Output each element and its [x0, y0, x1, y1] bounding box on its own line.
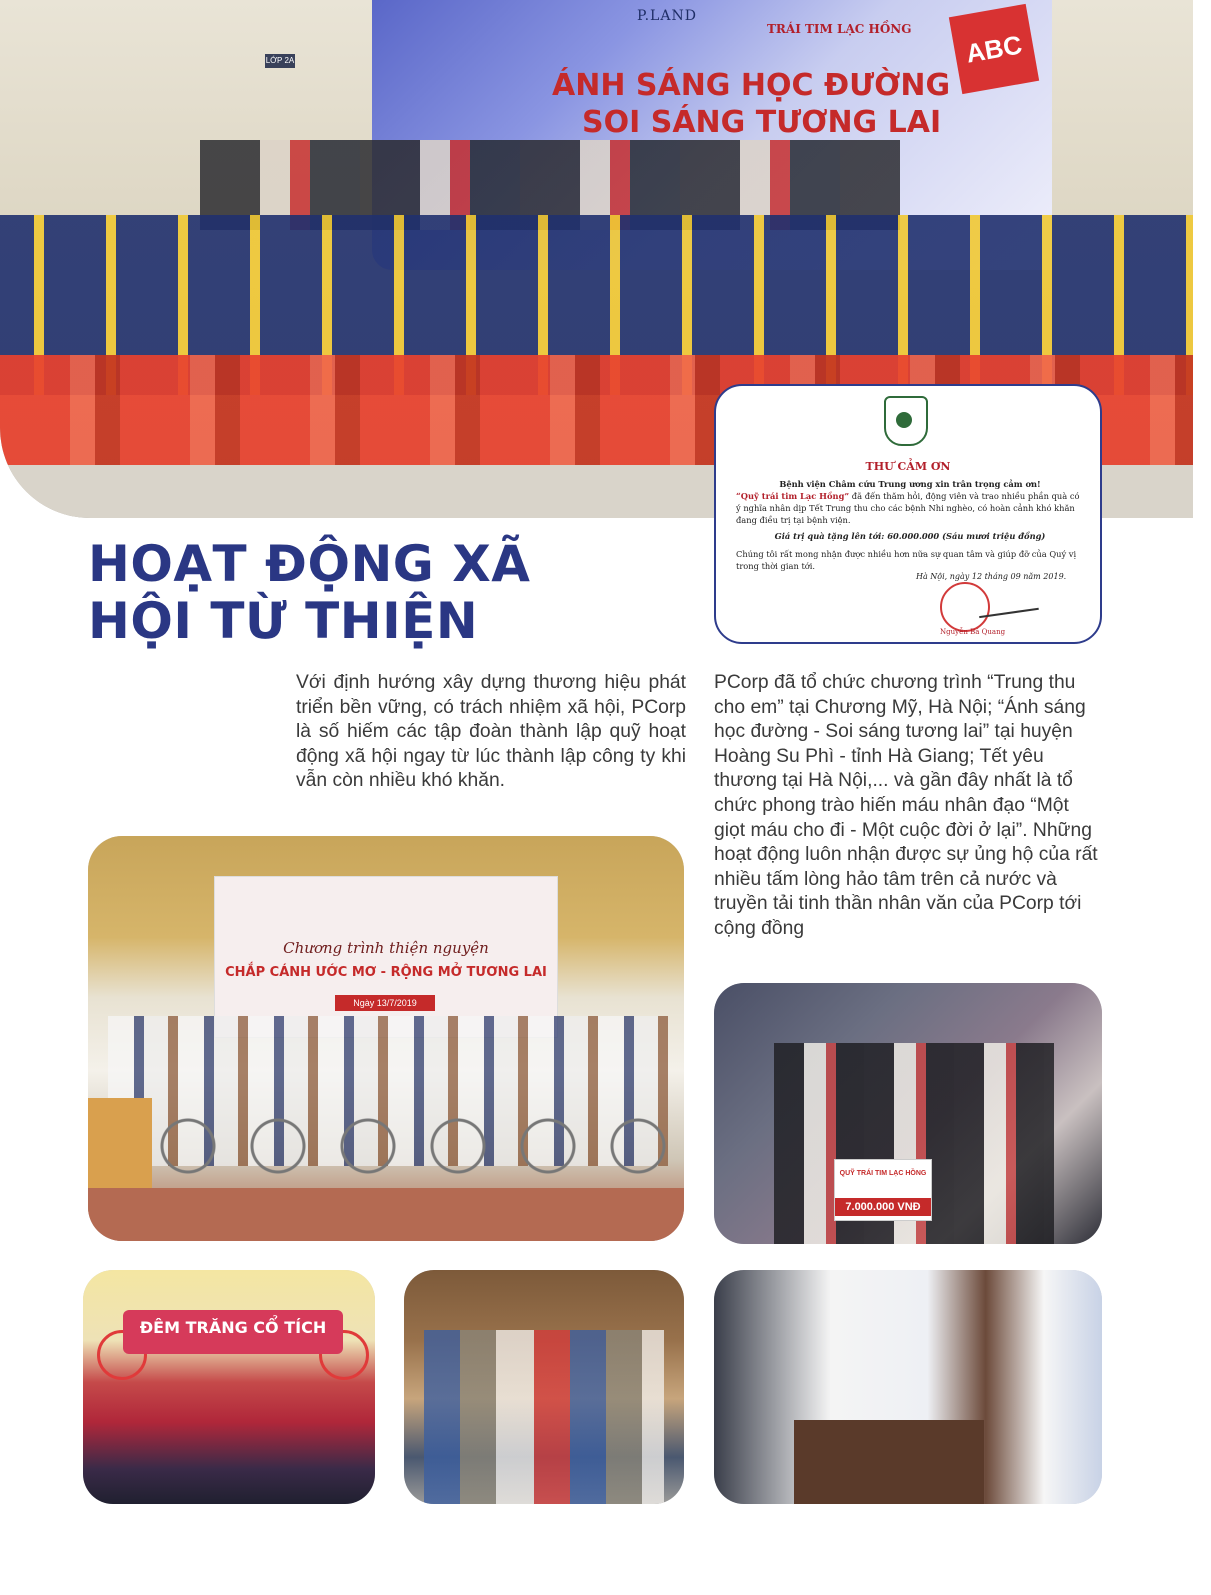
letter-line-1: Bệnh viện Châm cứu Trung ương xin trân trọng cảm ơn!	[779, 479, 1041, 489]
night-banner-title: ĐÊM TRĂNG CỔ TÍCH	[139, 1318, 327, 1337]
section-heading-line-2: HỘI TỪ THIỆN	[88, 592, 479, 650]
letter-title: THƯ CẢM ƠN	[865, 460, 951, 473]
visit-photo-people	[424, 1330, 664, 1504]
trai-tim-lac-hong-logo: TRÁI TIM LẠC HỒNG	[767, 22, 912, 36]
medical-desk	[794, 1420, 984, 1504]
hospital-seal-icon	[884, 396, 928, 446]
letter-gift-value: Giá trị quà tặng lên tới: 60.000.000 (Sáu mươi triệu đồng)	[774, 531, 1046, 541]
paragraph-left: Với định hướng xây dựng thương hiệu phát triển bền vững, có trách nhiệm xã hội, PCorp là số hiếm các tập đoàn thành lập quỹ hoạt động xã hội ngay từ lúc thành lập công ty khi vẫn còn nhiều khó khăn.	[296, 672, 686, 792]
letter-line-2-text: đã đến thăm hỏi, động viên và trao nhiều phần quà có ý nghĩa nhân dịp Tết Trung thu cho các bệnh Nhi nghèo, có hoàn cảnh khó khăn đang điều trị tại bệnh viện.	[736, 491, 1080, 525]
bike-event-banner	[214, 876, 558, 1038]
section-heading	[88, 536, 608, 650]
gift-boxes	[88, 1098, 152, 1198]
home-visit-photo	[404, 1270, 684, 1504]
night-photo-background	[83, 1270, 375, 1504]
letter-line-2	[736, 490, 1084, 526]
bike-banner-line-2: CHẮP CÁNH ƯỚC MƠ - RỘNG MỞ TƯƠNG LAI	[225, 965, 547, 980]
abc-book-graphic: ABC	[949, 4, 1039, 94]
thank-you-letter	[714, 384, 1102, 644]
donation-board	[834, 1159, 932, 1221]
hero-banner-title-1: ÁNH SÁNG HỌC ĐƯỜNG	[552, 68, 951, 103]
bicycles	[148, 1106, 668, 1186]
donation-board-amount: 7.000.000 VNĐ	[835, 1198, 931, 1216]
cheque-handover-photo	[714, 983, 1102, 1244]
donation-board-title: QUỸ TRÁI TIM LẠC HỒNG	[839, 1170, 927, 1177]
medical-checkup-photo	[714, 1270, 1102, 1504]
letter-line-4: Chúng tôi rất mong nhận được nhiều hơn nữa sự quan tâm và giúp đỡ của Quý vị trong thời gian tới.	[736, 549, 1077, 571]
pland-logo: P.LAND	[637, 8, 697, 24]
letter-fund-name: “Quỹ trái tim Lạc Hồng”	[736, 491, 850, 501]
bike-banner-date: Ngày 13/7/2019	[335, 995, 435, 1011]
bike-banner-line-1: Chương trình thiện nguyện	[283, 939, 489, 957]
letter-date: Hà Nội, ngày 12 tháng 09 năm 2019.	[916, 572, 1067, 581]
paragraph-right: PCorp đã tổ chức chương trình “Trung thu cho em” tại Chương Mỹ, Hà Nội; “Ánh sáng học đường - Soi sáng tương lai” tại huyện Hoàng Su Phì - tỉnh Hà Giang; Tết yêu thương tại Hà Nội,... và gần đây nhất là tổ chức phong trào hiến máu nhân đạo “Một giọt máu cho đi - Một cuộc đời ở lại”. Những hoạt động luôn nhận được sự ủng hộ của rất nhiều tấm lòng hảo tâm trên cả nước và truyền tải tinh thần nhân văn của PCorp tới cộng đồng	[714, 672, 1098, 939]
hero-banner-title-2: SOI SÁNG TƯƠNG LAI	[582, 105, 942, 140]
bike-photo-floor	[88, 1188, 684, 1241]
bicycle-donation-photo	[88, 836, 684, 1241]
letter-signer: Nguyễn Bá Quang	[940, 628, 1006, 636]
section-heading-line-1: HOẠT ĐỘNG XÃ	[88, 535, 531, 593]
night-event-banner	[123, 1310, 343, 1354]
door-sign: LỚP 2A	[265, 54, 295, 68]
mid-autumn-night-photo	[83, 1270, 375, 1504]
